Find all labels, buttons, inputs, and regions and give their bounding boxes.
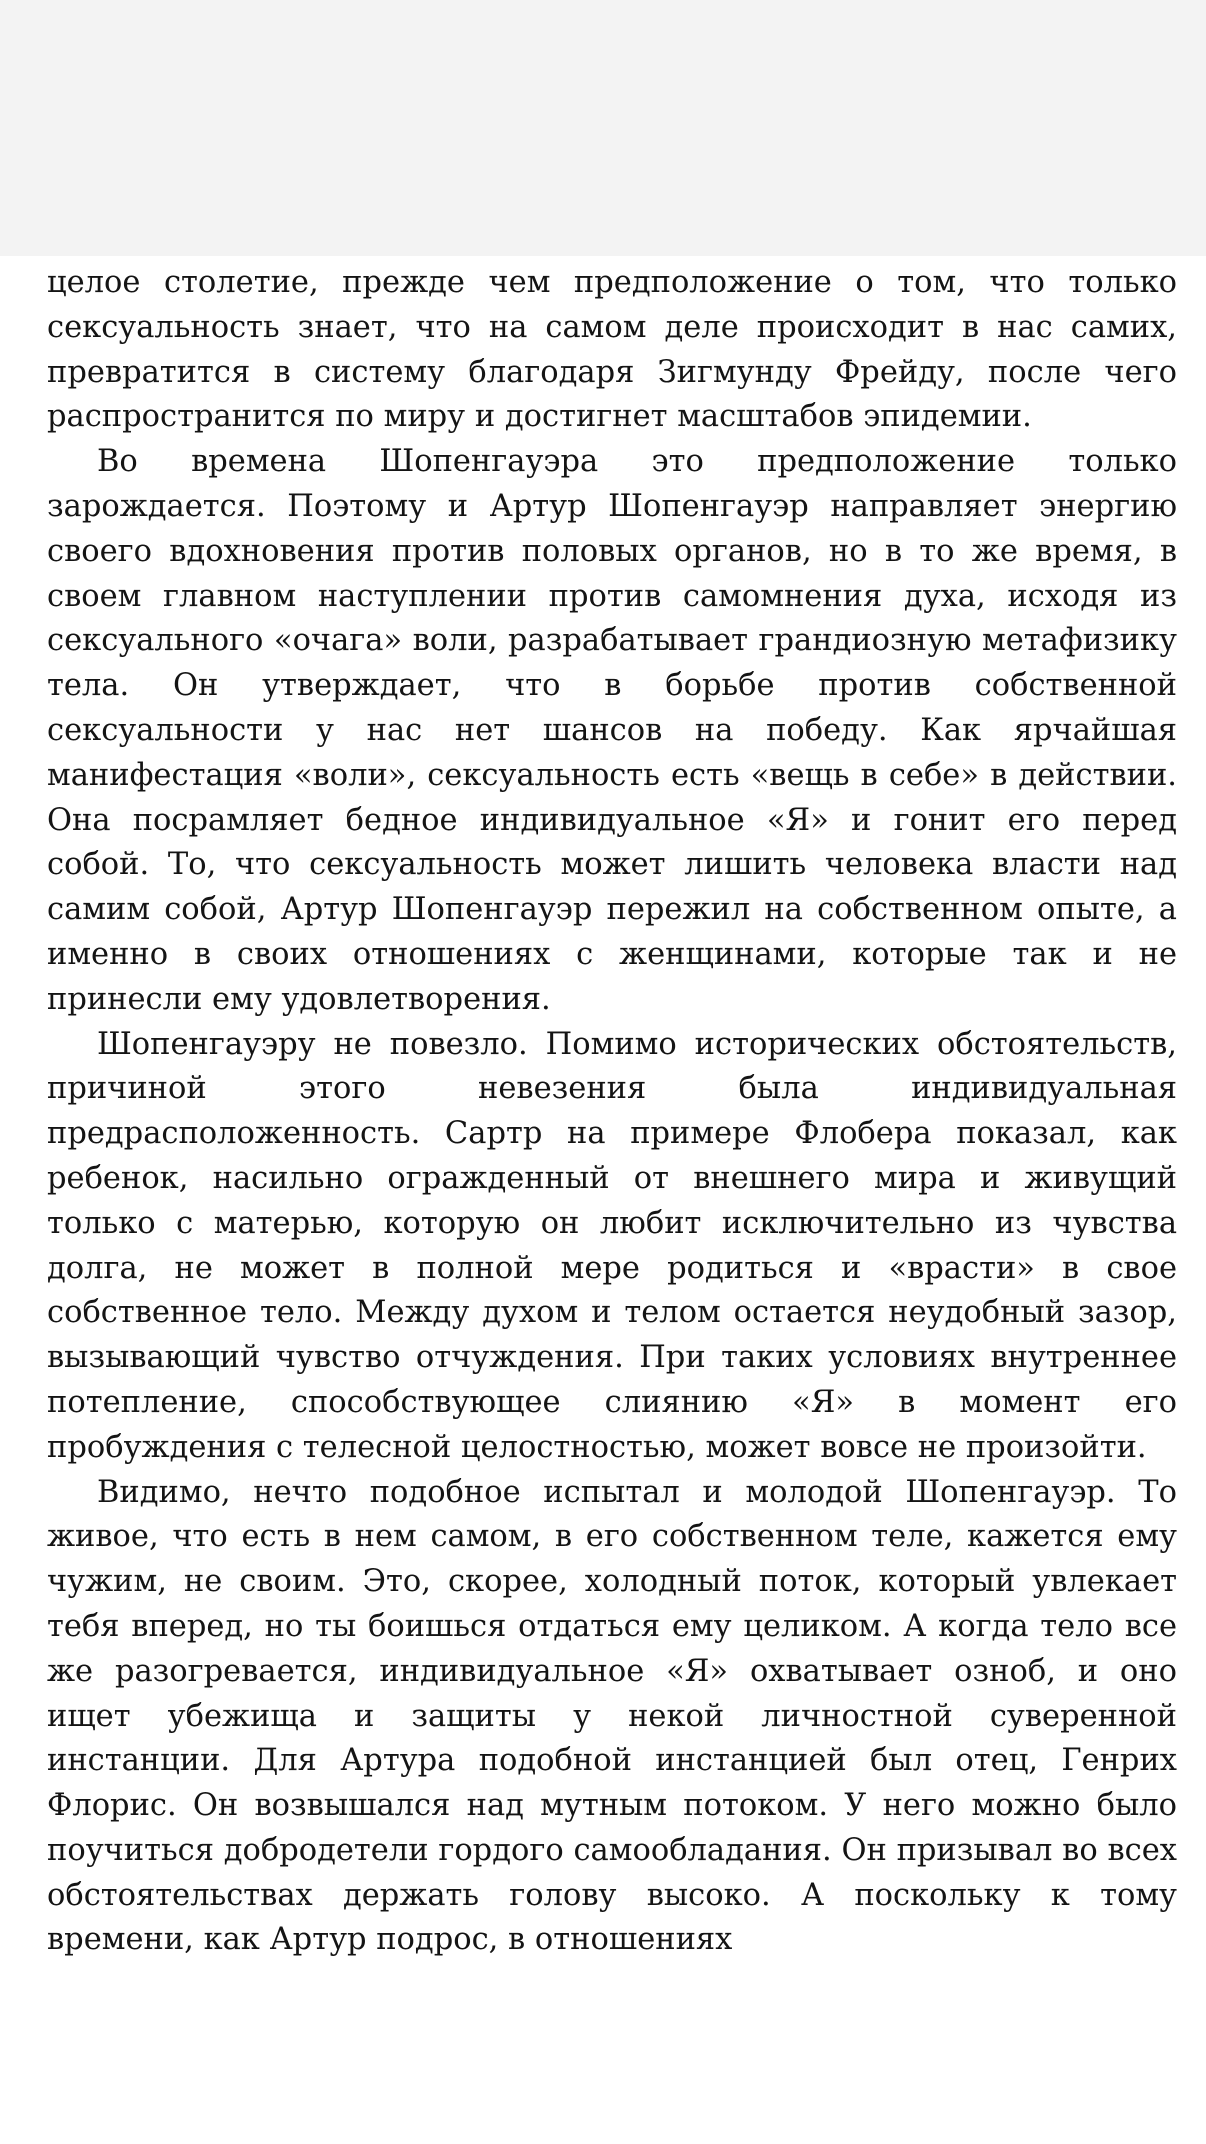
bottom-blank-area [0,1976,1206,2144]
page-text [47,261,1177,1963]
paragraph-4: Видимо, нечто подобное испытал и молодой Шопенгауэр. То живое, что есть в нем самом, в его собственном теле, кажется ему чужим, не своим. Это, скорее, холодный поток, который увлекает тебя вперед, но ты боишься отдаться ему целиком. А когда тело все же разогревается, индивидуальное «Я» охватывает озноб, и оно ищет убежища и защиты у некой личностной суверенной инстанции. Для Артура подобной инстанцией был отец, Генрих Флорис. Он возвышался над мутным потоком. У него можно было поучиться добродетели гордого самообладания. Он призывал во всех обстоятельствах держать голову высоко. А поскольку к тому времени, как Артур подрос, в отношениях [47,1474,1177,1958]
book-page [0,256,1206,1976]
paragraph-3: Шопенгауэру не повезло. Помимо исторических обстоятельств, причиной этого невезения была индивидуальная предрасположенность. Сартр на примере Флобера показал, как ребенок, насильно огражденный от внешнего мира и живущий только с матерью, которую он любит исключительно из чувства долга, не может в полной мере родиться и «врасти» в свое собственное тело. Между духом и телом остается неудобный зазор, вызывающий чувство отчуждения. При таких условиях внутреннее потепление, способствующее слиянию «Я» в момент его пробуждения с телесной целостностью, может вовсе не произойти. [47,1026,1177,1465]
top-blank-area [0,0,1206,256]
paragraph-1: целое столетие, прежде чем предположение о том, что только сексуальность знает, что на самом деле происходит в нас самих, превратится в систему благодаря Зигмунду Фрейду, после чего распространится по миру и достигнет масштабов эпидемии. [47,265,1177,435]
paragraph-2: Во времена Шопенгауэра это предположение только зарождается. Поэтому и Артур Шопенгауэр направляет энергию своего вдохновения против половых органов, но в то же время, в своем главном наступлении против самомнения духа, исходя из сексуального «очага» воли, разрабатывает грандиозную метафизику тела. Он утверждает, что в борьбе против собственной сексуальности у нас нет шансов на победу. Как ярчайшая манифестация «воли», сексуальность есть «вещь в себе» в действии. Она посрамляет бедное индивидуальное «Я» и гонит его перед собой. То, что сексуальность может лишить человека власти над самим собой, Артур Шопенгауэр пережил на собственном опыте, а именно в своих отношениях с женщинами, которые так и не принесли ему удовлетворения. [47,444,1177,1017]
